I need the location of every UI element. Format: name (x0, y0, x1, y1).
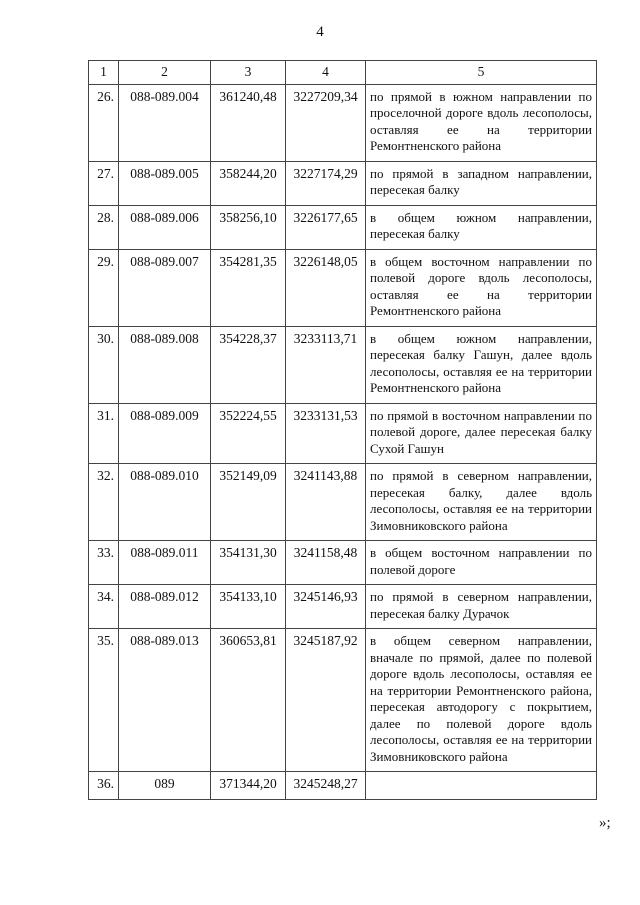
coord-x: 371344,20 (211, 772, 286, 800)
header-col-2: 2 (119, 61, 211, 85)
point-code: 088-089.013 (119, 629, 211, 772)
point-code: 089 (119, 772, 211, 800)
row-number: 32. (89, 464, 119, 541)
table-row (89, 772, 597, 800)
closing-quote-mark: »; (599, 815, 611, 831)
coord-x: 352149,09 (211, 464, 286, 541)
coord-x: 358256,10 (211, 205, 286, 249)
header-col-5: 5 (366, 61, 597, 85)
table-row (89, 249, 597, 326)
table-row (89, 84, 597, 161)
point-code: 088-089.009 (119, 403, 211, 464)
coord-y: 3241143,88 (286, 464, 366, 541)
row-number: 34. (89, 585, 119, 629)
point-code: 088-089.007 (119, 249, 211, 326)
coord-y: 3226148,05 (286, 249, 366, 326)
coord-x: 361240,48 (211, 84, 286, 161)
table-row (89, 161, 597, 205)
boundary-description: по прямой в южном направлении по проселочной дороге вдоль лесополосы, оставляя ее на территории Ремонтненского района (366, 84, 597, 161)
table-row (89, 541, 597, 585)
row-number: 28. (89, 205, 119, 249)
coord-x: 360653,81 (211, 629, 286, 772)
row-number: 36. (89, 772, 119, 800)
header-col-3: 3 (211, 61, 286, 85)
boundary-description: по прямой в северном направлении, пересекая балку Дурачок (366, 585, 597, 629)
header-col-1: 1 (89, 61, 119, 85)
coord-x: 358244,20 (211, 161, 286, 205)
point-code: 088-089.011 (119, 541, 211, 585)
coord-y: 3227209,34 (286, 84, 366, 161)
coord-y: 3227174,29 (286, 161, 366, 205)
table-row (89, 205, 597, 249)
coord-x: 354133,10 (211, 585, 286, 629)
point-code: 088-089.012 (119, 585, 211, 629)
point-code: 088-089.008 (119, 326, 211, 403)
row-number: 35. (89, 629, 119, 772)
coord-y: 3245146,93 (286, 585, 366, 629)
boundary-description: по прямой в северном направлении, пересекая балку, далее вдоль лесополосы, оставляя ее на территории Зимовниковского района (366, 464, 597, 541)
point-code: 088-089.004 (119, 84, 211, 161)
boundary-description: в общем восточном направлении по полевой дороге вдоль лесополосы, оставляя ее на территории Ремонтненского района (366, 249, 597, 326)
coord-y: 3245187,92 (286, 629, 366, 772)
table-header-row (89, 61, 597, 85)
row-number: 33. (89, 541, 119, 585)
boundary-points-table (88, 60, 597, 800)
table-row (89, 326, 597, 403)
table-row (89, 403, 597, 464)
row-number: 29. (89, 249, 119, 326)
boundary-description: в общем восточном направлении по полевой дороге (366, 541, 597, 585)
point-code: 088-089.005 (119, 161, 211, 205)
row-number: 31. (89, 403, 119, 464)
header-col-4: 4 (286, 61, 366, 85)
boundary-description (366, 772, 597, 800)
boundary-description: в общем южном направлении, пересекая балку Гашун, далее вдоль лесополосы, оставляя ее на территории Ремонтненского района (366, 326, 597, 403)
page-number: 4 (316, 24, 324, 40)
table-row (89, 585, 597, 629)
coord-x: 354228,37 (211, 326, 286, 403)
row-number: 27. (89, 161, 119, 205)
coord-x: 354131,30 (211, 541, 286, 585)
boundary-description: по прямой в восточном направлении по полевой дороге, далее пересекая балку Сухой Гашун (366, 403, 597, 464)
boundary-description: по прямой в западном направлении, пересекая балку (366, 161, 597, 205)
coord-y: 3245248,27 (286, 772, 366, 800)
point-code: 088-089.006 (119, 205, 211, 249)
boundary-description: в общем северном направлении, вначале по прямой, далее по полевой дороге вдоль лесополосы, оставляя ее на территории Ремонтненского района, пересекая автодорогу с покрытием, далее по полевой дороге вдоль лесополосы, оставляя ее на территории Зимовниковского района (366, 629, 597, 772)
boundary-description: в общем южном направлении, пересекая балку (366, 205, 597, 249)
table-row (89, 464, 597, 541)
point-code: 088-089.010 (119, 464, 211, 541)
coord-y: 3233113,71 (286, 326, 366, 403)
row-number: 30. (89, 326, 119, 403)
coord-x: 352224,55 (211, 403, 286, 464)
coord-y: 3226177,65 (286, 205, 366, 249)
coord-y: 3233131,53 (286, 403, 366, 464)
coord-x: 354281,35 (211, 249, 286, 326)
table-row (89, 629, 597, 772)
row-number: 26. (89, 84, 119, 161)
coord-y: 3241158,48 (286, 541, 366, 585)
